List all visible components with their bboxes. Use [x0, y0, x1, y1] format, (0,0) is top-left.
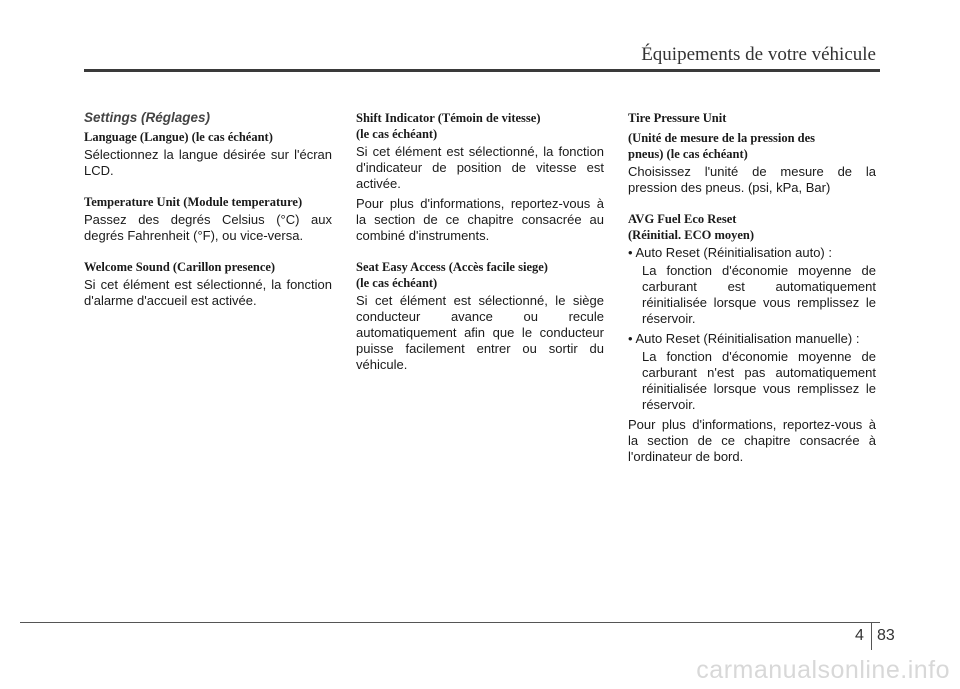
shift-indicator-heading: Shift Indicator (Témoin de vitesse) [356, 111, 541, 125]
footer-divider [20, 622, 880, 623]
temperature-text: Passez des degrés Celsius (°C) aux degrés Fahrenheit (°F), ou vice-versa. [84, 212, 332, 243]
column-1 [84, 110, 332, 324]
seat-easy-access-heading: Seat Easy Access (Accès facile siege) [356, 260, 548, 274]
tire-pressure-text: Choisissez l'unité de mesure de la pression des pneus. (psi, kPa, Bar) [628, 164, 876, 195]
section-title: Settings (Réglages) [84, 110, 211, 125]
language-text: Sélectionnez la langue désirée sur l'écran LCD. [84, 147, 332, 178]
page-header-title: Équipements de votre véhicule [641, 44, 876, 65]
page-number: 83 [877, 627, 895, 644]
manual-reset-bullet: • Auto Reset (Réinitialisation manuelle) : [628, 331, 860, 346]
avg-fuel-heading: AVG Fuel Eco Reset [628, 212, 737, 226]
column-2 [356, 110, 604, 388]
welcome-sound-text: Si cet élément est sélectionné, la fonction d'alarme d'accueil est activée. [84, 277, 332, 308]
language-heading: Language (Langue) (le cas échéant) [84, 130, 273, 144]
seat-easy-access-subheading: (le cas échéant) [356, 276, 438, 290]
tire-pressure-heading: Tire Pressure Unit [628, 111, 727, 125]
seat-easy-access-text: Si cet élément est sélectionné, le siège conducteur avance ou recule automatiquement afin que le conducteur puisse facilement entrer ou sortir du véhicule. [356, 293, 604, 372]
tire-pressure-subheading-1: (Unité de mesure de la pression des [628, 131, 816, 145]
page-number-separator [871, 622, 872, 650]
shift-indicator-reference: Pour plus d'informations, reportez-vous à la section de ce chapitre consacrée au combiné d'instruments. [356, 196, 604, 243]
welcome-sound-heading: Welcome Sound (Carillon presence) [84, 260, 276, 274]
trip-computer-reference: Pour plus d'informations, reportez-vous à la section de ce chapitre consacrée à l'ordinateur de bord. [628, 417, 876, 464]
shift-indicator-subheading: (le cas échéant) [356, 127, 438, 141]
column-3 [628, 110, 876, 480]
auto-reset-desc: La fonction d'économie moyenne de carburant est automatiquement réinitialisée lorsque vous remplissez le réservoir. [642, 263, 876, 326]
auto-reset-bullet: • Auto Reset (Réinitialisation auto) : [628, 245, 832, 260]
shift-indicator-text: Si cet élément est sélectionné, la fonction d'indicateur de position de vitesse est activée. [356, 144, 604, 191]
avg-fuel-subheading: (Réinitial. ECO moyen) [628, 228, 755, 242]
temperature-heading: Temperature Unit (Module temperature) [84, 195, 303, 209]
chapter-number: 4 [855, 627, 864, 644]
watermark-text: carmanualsonline.info [696, 656, 950, 684]
header-divider [84, 69, 880, 72]
tire-pressure-subheading-2: pneus) (le cas échéant) [628, 147, 748, 161]
manual-reset-desc: La fonction d'économie moyenne de carburant n'est pas automatiquement réinitialisée lorsque vous remplissez le réservoir. [642, 349, 876, 412]
